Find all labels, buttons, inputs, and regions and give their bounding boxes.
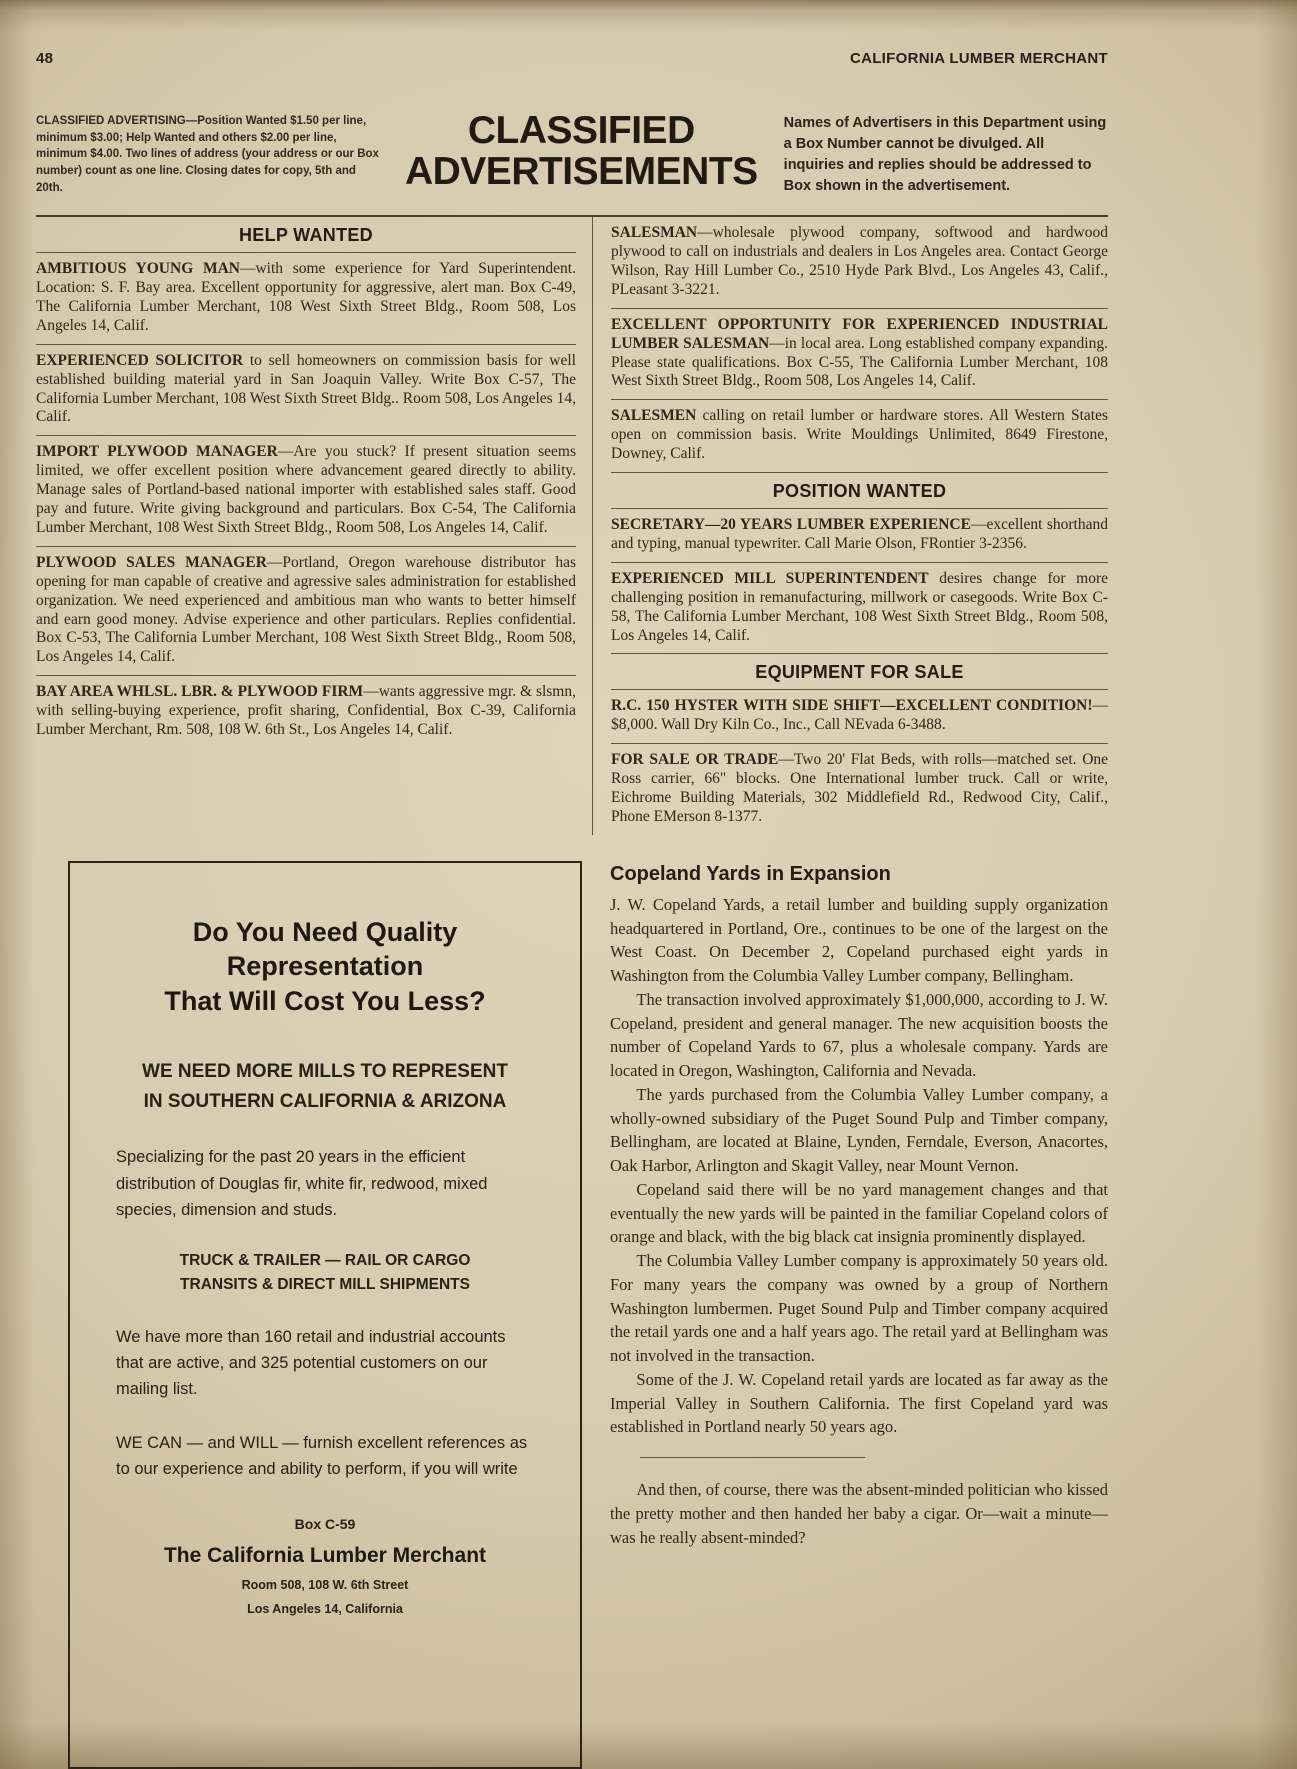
bottom-section [36, 861, 1108, 1769]
display-ad-headline-line1: Do You Need Quality Representation [192, 916, 458, 982]
display-ad-headline [110, 915, 540, 1019]
display-ad-address-line1: Room 508, 108 W. 6th Street [241, 1578, 409, 1593]
ad-body: —$8,000. Wall Dry Kiln Co., Inc., Call NEvada 6-3488. [611, 697, 1108, 734]
classified-ad [611, 309, 1108, 401]
display-ad-paragraph: Specializing for the past 20 years in the efficient distribution of Douglas fir, white fir, redwood, mixed species, dimension and studs. [116, 1148, 488, 1220]
ad-lead: IMPORT PLYWOOD MANAGER [36, 443, 278, 461]
help-wanted-heading: HELP WANTED [36, 217, 576, 253]
section-title-line1: CLASSIFIED [467, 109, 695, 152]
classified-ad [36, 345, 576, 437]
article-paragraph: Copeland said there will be no yard management changes and that eventually the new yards will be painted in the familiar Copeland colors of orange and black, with the big black cat insignia prominently displayed. [610, 1179, 1108, 1247]
ad-lead: SECRETARY—20 YEARS LUMBER EXPERIENCE [611, 516, 971, 534]
classified-ad [611, 509, 1108, 563]
ad-lead: SALESMEN [611, 407, 697, 425]
display-ad-company-name: The California Lumber Merchant [163, 1544, 487, 1568]
classified-ad [611, 400, 1108, 473]
classified-ad [36, 436, 576, 547]
ad-lead: EXCELLENT OPPORTUNITY FOR EXPERIENCED INDUSTRIAL LUMBER SALESMAN [611, 315, 1108, 352]
news-article [582, 861, 1108, 1769]
masthead [36, 109, 1108, 197]
ad-body: —wholesale plywood company, softwood and hardwood plywood to call on industrials and dealers in Los Angeles area. Contact George Wilson, Ray Hill Lumber Co., 2510 Hyde Park Blvd., Los Angeles 43, Calif., PLeasant 3-3221. [611, 224, 1108, 298]
article-paragraph: Some of the J. W. Copeland retail yards are located as far away as the Imperial Valley in Southern California. The first Copeland yard was established in Portland nearly 50 years ago. [610, 1369, 1108, 1437]
ad-lead: BAY AREA WHLSL. LBR. & PLYWOOD FIRM [36, 683, 364, 701]
classified-ad [36, 253, 576, 345]
ad-lead: FOR SALE OR TRADE [611, 751, 779, 769]
display-ad-subhead-line1: WE NEED MORE MILLS TO REPRESENT [142, 1060, 508, 1082]
article-title: Copeland Yards in Expansion [610, 862, 891, 885]
ad-lead: R.C. 150 HYSTER WITH SIDE SHIFT—EXCELLENT CONDITION! [611, 697, 1093, 715]
article-paragraph: The transaction involved approximately $1,000,000, according to J. W. Copeland, president and general manager. The new acquisition boosts the number of Copeland Yards to 67, plus a wholesale company. Yards are located in Oregon, Washington, California and Nevada. [610, 989, 1108, 1081]
page-header [36, 0, 1108, 67]
display-ad-shipments-line1: TRUCK & TRAILER — RAIL OR CARGO [179, 1251, 471, 1269]
classified-ad [611, 690, 1108, 744]
ad-body: —with some experience for Yard Superintendent. Location: S. F. Bay area. Excellent opportunity for aggressive, alert man. Box C-49, The California Lumber Merchant, 108 West Sixth Street Bldg., Room 508, Los Angeles 14, Calif. [36, 260, 576, 334]
article-paragraph: The Columbia Valley Lumber company is approximately 50 years old. For many years the company was owned by a group of Northern Washington lumbermen. Puget Sound Pulp and Timber company acquired the retail yards one and a half years ago. The retail yard at Bellingham was not involved in the transaction. [610, 1251, 1108, 1366]
display-ad-shipments [110, 1249, 540, 1297]
classified-ad [36, 547, 576, 676]
ad-body: —in local area. Long established company expanding. Please state qualifications. Box C-55, The California Lumber Merchant, 108 West Sixth Street Bldg., Room 508, Los Angeles 14, Calif. [611, 334, 1108, 390]
classified-columns [36, 215, 1108, 835]
display-ad-shipments-line2: TRANSITS & DIRECT MILL SHIPMENTS [180, 1275, 470, 1293]
classified-ad [611, 217, 1108, 309]
ad-lead: AMBITIOUS YOUNG MAN [36, 260, 240, 278]
classified-column-right [592, 217, 1108, 835]
ad-body: calling on retail lumber or hardware stores. All Western States open on commission basis. Write Mouldings Unlimited, 8649 Firestone, Downey, Calif. [611, 407, 1108, 463]
section-title-line2: ADVERTISEMENTS [404, 149, 758, 193]
ad-body: —Are you stuck? If present situation seems limited, we offer excellent position where advancement geared directly to ability. Manage sales of Portland-based national importer with established sales staff. Good pay and future. Write giving background and particulars. Box C-54, The California Lumber Merchant, 108 West Sixth Street Bldg., Room 508, Los Angeles 14, Calif. [36, 443, 576, 536]
article-paragraph: J. W. Copeland Yards, a retail lumber and building supply organization headquartered in Portland, Ore., continues to be one of the largest on the West Coast. On December 2, Copeland purchased eight yards in Washington from the Columbia Valley Lumber company, Bellingham. [610, 894, 1108, 986]
display-ad-paragraph: WE CAN — and WILL — furnish excellent references as to our experience and ability to perform, if you will write [116, 1433, 528, 1479]
position-wanted-heading: POSITION WANTED [611, 473, 1108, 509]
filler-paragraph: And then, of course, there was the absent-minded politician who kissed the pretty mother and then handed her baby a cigar. Or—wait a minute—was he really absent-minded? [610, 1480, 1108, 1547]
page-content [36, 0, 1108, 1769]
box-number-notice: Names of Advertisers in this Department using a Box Number cannot be divulged. All inquiries and replies should be addressed to Box shown in the advertisement. [783, 115, 1107, 195]
ad-lead: EXPERIENCED SOLICITOR [36, 351, 244, 369]
ad-body: to sell homeowners on commission basis for well established building material yard in San Joaquin Valley. Write Box C-57, The California Lumber Merchant, 108 West Sixth Street Bldg.. Room 508, Los Angeles 14, Calif. [36, 351, 576, 426]
rates-notice: CLASSIFIED ADVERTISING—Position Wanted $1.50 per line, minimum $3.00; Help Wanted and others $2.00 per line, minimum $4.00. Two lines of address (your address or our Box number) count as one line. Closing dates for copy, 5th and 20th. [36, 115, 379, 194]
ad-body: desires change for more challenging position in remanufacturing, millwork or casegoods. Write Box C-58, The California Lumber Merchant, 108 West Sixth Street Bldg., Room 508, Los Angeles 14, Calif. [611, 569, 1109, 644]
classified-ad [36, 676, 576, 748]
ad-body: —excellent shorthand and typing, manual typewriter. Call Marie Olson, FRontier 3-2356. [611, 516, 1108, 552]
display-ad-box-number: Box C-59 [294, 1516, 356, 1533]
equipment-for-sale-heading: EQUIPMENT FOR SALE [611, 654, 1108, 690]
display-ad-headline-line2: That Will Cost You Less? [164, 986, 486, 1016]
ad-body: —Two 20' Flat Beds, with rolls—matched set. One Ross carrier, 66" blocks. One International lumber truck. Call or write, Eichrome Building Materials, 302 Middlefield Rd., Redwood City, Calif., Phone EMerson 8-1377. [611, 751, 1109, 825]
display-ad-address-line2: Los Angeles 14, California [247, 1602, 403, 1617]
classified-ad [611, 744, 1108, 835]
article-divider [640, 1457, 865, 1458]
display-ad-paragraph: We have more than 160 retail and industrial accounts that are active, and 325 potential customers on our mailing list. [116, 1327, 506, 1399]
ad-lead: SALESMAN [611, 224, 698, 242]
ad-body: —wants aggressive mgr. & slsmn, with selling-buying experience, profit sharing, Confidential, Box C-39, California Lumber Merchant, Rm. 508, 108 W. 6th St., Los Angeles 14, Calif. [36, 683, 576, 739]
page-number: 48 [36, 50, 54, 67]
display-ad-subhead-line2: IN SOUTHERN CALIFORNIA & ARIZONA [143, 1090, 507, 1112]
classified-ad [611, 563, 1108, 655]
display-ad [68, 861, 582, 1769]
display-ad-subhead [110, 1057, 540, 1118]
section-title [405, 111, 758, 192]
classified-column-left [36, 217, 592, 835]
publication-name: CALIFORNIA LUMBER MERCHANT [849, 50, 1108, 67]
ad-body: —Portland, Oregon warehouse distributor has opening for man capable of creative and agressive sales administration for established organization. We need experienced and ambitious man who wants to better himself and earn good money. Advise experience and other particulars. Replies confidential. Box C-53, The California Lumber Merchant, 108 West Sixth Street Bldg., Room 508, Los Angeles 14, Calif. [36, 553, 577, 666]
ad-lead: PLYWOOD SALES MANAGER [36, 553, 267, 571]
ad-lead: EXPERIENCED MILL SUPERINTENDENT [611, 569, 929, 587]
article-paragraph: The yards purchased from the Columbia Valley Lumber company, a wholly-owned subsidiary of the Puget Sound Pulp and Timber company, Bellingham, are located at Blaine, Lynden, Ferndale, Everson, Anacortes, Oak Harbor, Arlington and Skagit Valley, near Mount Vernon. [610, 1084, 1108, 1176]
